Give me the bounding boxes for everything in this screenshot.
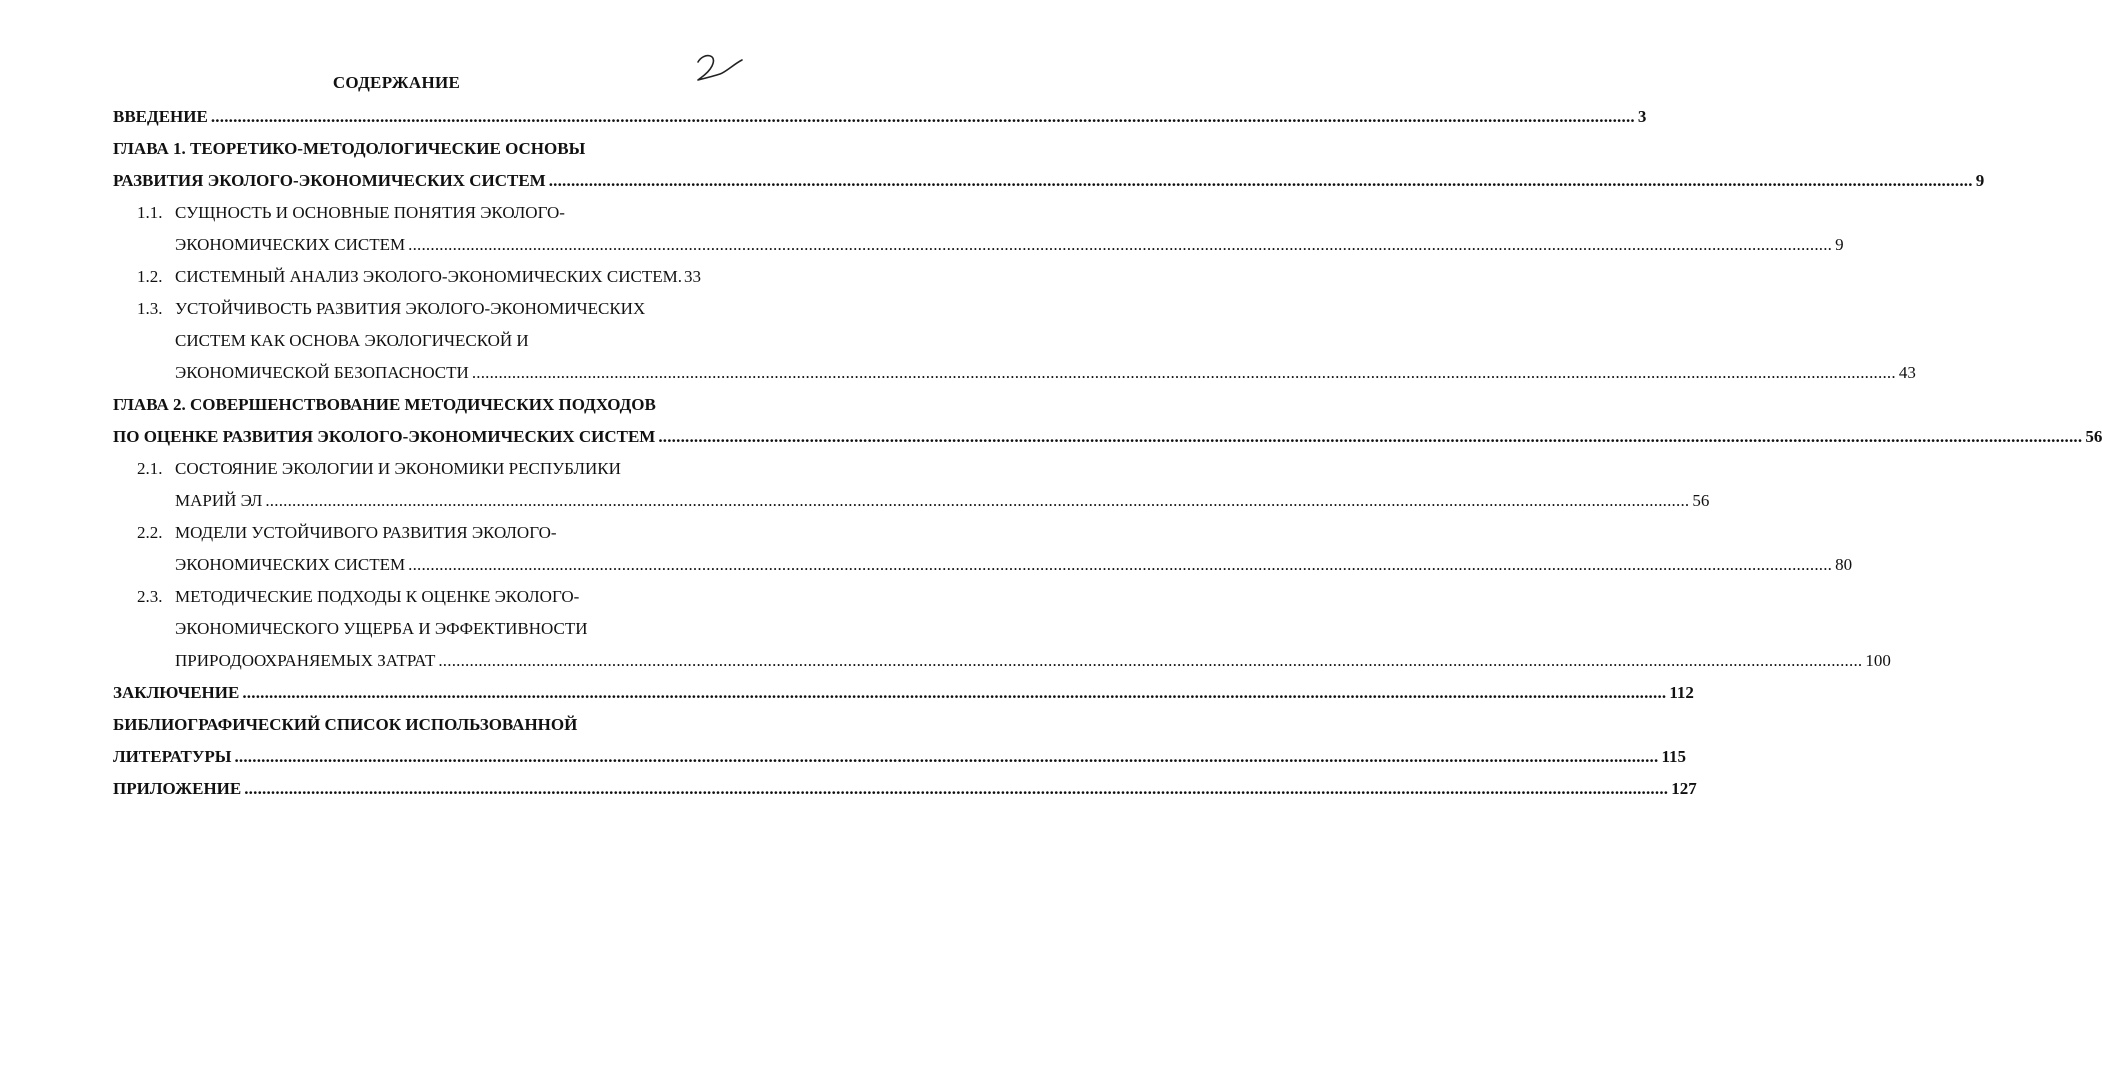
entry-title: ЗАКЛЮЧЕНИЕ — [113, 683, 240, 702]
toc-entry-1-3-line1[interactable] — [137, 297, 758, 321]
entry-page: 33 — [683, 267, 701, 286]
toc-entry-1-1-line1[interactable] — [137, 201, 758, 225]
entry-title: МАРИЙ ЭЛ — [175, 491, 263, 510]
entry-page: 43 — [1898, 363, 1916, 382]
section-number: 1.2. — [137, 267, 163, 286]
entry-page: 9 — [1835, 235, 1844, 254]
dot-leader — [658, 425, 2082, 449]
dot-leader — [472, 361, 1896, 385]
section-number: 2.2. — [137, 523, 163, 542]
toc-title: СОДЕРЖАНИЕ — [332, 73, 461, 92]
entry-page: 100 — [1865, 651, 1891, 670]
entry-title: СИСТЕМНЫЙ АНАЛИЗ ЭКОЛОГО-ЭКОНОМИЧЕСКИХ СИСТЕМ. — [175, 267, 682, 286]
dot-leader — [211, 105, 1635, 129]
entry-title: ГЛАВА 2. СОВЕРШЕНСТВОВАНИЕ МЕТОДИЧЕСКИХ ПОДХОДОВ — [113, 395, 656, 414]
toc-entry-ch2-line1[interactable] — [113, 393, 758, 417]
entry-title: ПО ОЦЕНКЕ РАЗВИТИЯ ЭКОЛОГО-ЭКОНОМИЧЕСКИХ СИСТЕМ — [113, 427, 656, 446]
entry-title: РАЗВИТИЯ ЭКОЛОГО-ЭКОНОМИЧЕСКИХ СИСТЕМ — [113, 171, 546, 190]
toc-entry-1-1-line2[interactable] — [175, 233, 1844, 257]
toc-entry-2-1-line1[interactable] — [137, 457, 758, 481]
dot-leader — [244, 777, 1668, 801]
toc-entry-ch1-line1[interactable] — [113, 137, 758, 161]
toc-entry-2-3-line3[interactable] — [175, 649, 1891, 673]
entry-title: МОДЕЛИ УСТОЙЧИВОГО РАЗВИТИЯ ЭКОЛОГО- — [175, 523, 557, 542]
entry-title: СУЩНОСТЬ И ОСНОВНЫЕ ПОНЯТИЯ ЭКОЛОГО- — [175, 203, 565, 222]
section-number: 1.1. — [137, 203, 163, 222]
entry-title: БИБЛИОГРАФИЧЕСКИЙ СПИСОК ИСПОЛЬЗОВАННОЙ — [113, 715, 578, 734]
toc-entry-1-3-line2[interactable] — [175, 329, 758, 353]
dot-leader — [408, 233, 1832, 257]
section-number: 2.3. — [137, 587, 163, 606]
entry-page: 80 — [1835, 555, 1853, 574]
entry-page: 56 — [2085, 427, 2102, 446]
toc-entry-2-3-line1[interactable] — [137, 585, 758, 609]
toc-entry-2-1-line2[interactable] — [175, 489, 1710, 513]
toc-entry-ch1-line2[interactable] — [113, 169, 1985, 193]
entry-page: 56 — [1692, 491, 1710, 510]
dot-leader — [438, 649, 1862, 673]
entry-page: 115 — [1661, 747, 1687, 766]
entry-title: ЭКОНОМИЧЕСКИХ СИСТЕМ — [175, 555, 406, 574]
toc-entry-1-3-line3[interactable] — [175, 361, 1916, 385]
entry-title: УСТОЙЧИВОСТЬ РАЗВИТИЯ ЭКОЛОГО-ЭКОНОМИЧЕСКИХ — [175, 299, 646, 318]
dot-leader — [549, 169, 1973, 193]
dot-leader — [265, 489, 1689, 513]
entry-page: 9 — [1975, 171, 1985, 190]
toc-entry-2-3-line2[interactable] — [175, 617, 758, 641]
entry-title: ЭКОНОМИЧЕСКОГО УЩЕРБА И ЭФФЕКТИВНОСТИ — [175, 619, 588, 638]
toc-entry-conclusion[interactable] — [113, 681, 1694, 705]
toc-entry-ch2-line2[interactable] — [113, 425, 2102, 449]
dot-leader — [408, 553, 1832, 577]
section-number: 1.3. — [137, 299, 163, 318]
entry-title: ЭКОНОМИЧЕСКИХ СИСТЕМ — [175, 235, 406, 254]
entry-title: ПРИРОДООХРАНЯЕМЫХ ЗАТРАТ — [175, 651, 436, 670]
entry-page: 127 — [1671, 779, 1697, 798]
entry-title: СОСТОЯНИЕ ЭКОЛОГИИ И ЭКОНОМИКИ РЕСПУБЛИКИ — [175, 459, 621, 478]
entry-page: 112 — [1669, 683, 1694, 702]
entry-title: ЭКОНОМИЧЕСКОЙ БЕЗОПАСНОСТИ — [175, 363, 469, 382]
entry-title: ГЛАВА 1. ТЕОРЕТИКО-МЕТОДОЛОГИЧЕСКИЕ ОСНОВЫ — [113, 139, 586, 158]
toc-entry-biblio-line1[interactable] — [113, 713, 758, 737]
entry-title: МЕТОДИЧЕСКИЕ ПОДХОДЫ К ОЦЕНКЕ ЭКОЛОГО- — [175, 587, 580, 606]
toc-entry-2-2-line1[interactable] — [137, 521, 758, 545]
section-number: 2.1. — [137, 459, 163, 478]
toc-entry-2-2-line2[interactable] — [175, 553, 1853, 577]
entry-title: ПРИЛОЖЕНИЕ — [113, 779, 242, 798]
toc-entry-appendix[interactable] — [113, 777, 1697, 801]
dot-leader — [234, 745, 1658, 769]
dot-leader — [242, 681, 1666, 705]
toc-entry-1-2[interactable] — [137, 265, 758, 289]
entry-title: ЛИТЕРАТУРЫ — [113, 747, 232, 766]
toc-entry-intro[interactable] — [113, 105, 1647, 129]
entry-page: 3 — [1637, 107, 1647, 126]
entry-title: СИСТЕМ КАК ОСНОВА ЭКОЛОГИЧЕСКОЙ И — [175, 331, 529, 350]
toc-entry-biblio-line2[interactable] — [113, 745, 1687, 769]
entry-title: ВВЕДЕНИЕ — [113, 107, 208, 126]
